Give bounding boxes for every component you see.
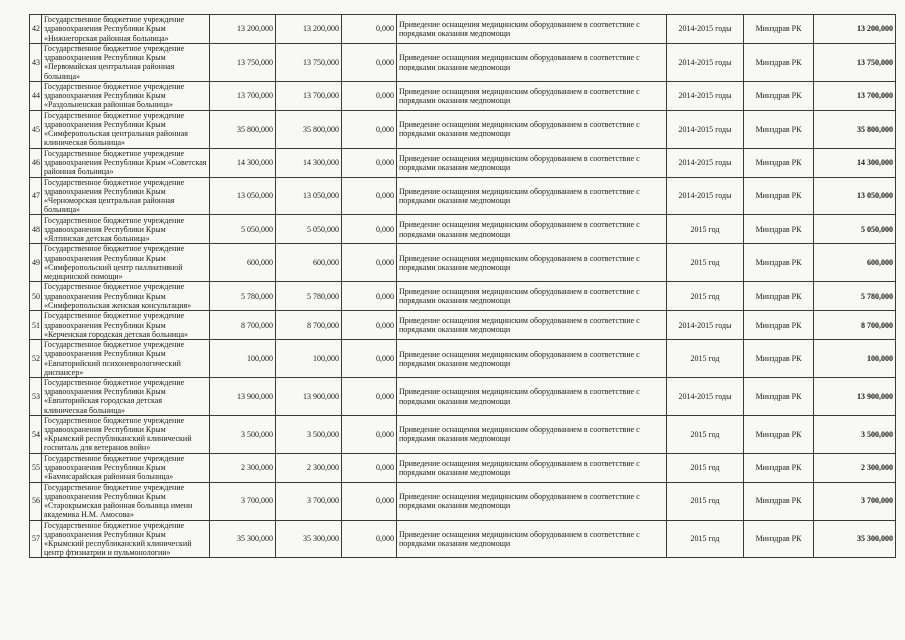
table-row: [30, 244, 896, 282]
amount-2015: 13 200,000: [276, 15, 342, 44]
institution-name: Государственное бюджетное учреждение здравоохранения Республики Крым «Черноморская центральная районная больница»: [42, 177, 210, 215]
purpose-text: [397, 311, 667, 340]
institution-name: Государственное бюджетное учреждение здравоохранения Республики Крым «Симферопольская центральная районная клиническая больница»: [42, 110, 210, 148]
table-row: [30, 177, 896, 215]
institution-name: Государственное бюджетное учреждение здравоохранения Республики Крым «Первомайская центральная районная больница»: [42, 44, 210, 82]
table-row: [30, 520, 896, 558]
amount-other: 0,000: [342, 110, 397, 148]
implementation-period: 2014-2015 годы: [667, 110, 744, 148]
purpose-text: [397, 177, 667, 215]
row-number: 54: [30, 415, 42, 453]
responsible-agency: Минздрав РК: [744, 340, 814, 378]
amount-summary: 14 300,000: [814, 148, 896, 177]
purpose-text-content: Приведение оснащения медицинским оборудованием в соответствие с порядками оказания медпомощи: [399, 120, 640, 139]
amount-2015: 14 300,000: [276, 148, 342, 177]
amount-summary: 13 750,000: [814, 44, 896, 82]
amount-total: 8 700,000: [210, 311, 276, 340]
row-number: 56: [30, 482, 42, 520]
institution-name: Государственное бюджетное учреждение здравоохранения Республики Крым «Бахчисарайская районная больница»: [42, 453, 210, 482]
table-row: [30, 482, 896, 520]
row-number: 51: [30, 311, 42, 340]
row-number: 48: [30, 215, 42, 244]
purpose-text: [397, 378, 667, 416]
implementation-period: 2015 год: [667, 244, 744, 282]
amount-summary: 13 200,000: [814, 15, 896, 44]
table-row: [30, 215, 896, 244]
institution-name: Государственное бюджетное учреждение здравоохранения Республики Крым «Советская районная больница»: [42, 148, 210, 177]
institution-name: Государственное бюджетное учреждение здравоохранения Республики Крым «Керченская городская детская больница»: [42, 311, 210, 340]
institution-name: Государственное бюджетное учреждение здравоохранения Республики Крым «Симферопольский центр паллиативной медицинской помощи»: [42, 244, 210, 282]
amount-2015: 100,000: [276, 340, 342, 378]
implementation-period: 2014-2015 годы: [667, 177, 744, 215]
purpose-text-content: Приведение оснащения медицинским оборудованием в соответствие с порядками оказания медпомощи: [399, 86, 640, 105]
row-number: 45: [30, 110, 42, 148]
amount-2015: 5 780,000: [276, 282, 342, 311]
responsible-agency: Минздрав РК: [744, 215, 814, 244]
amount-total: 100,000: [210, 340, 276, 378]
amount-2015: 3 700,000: [276, 482, 342, 520]
institution-name: Государственное бюджетное учреждение здравоохранения Республики Крым «Ялтинская детская больница»: [42, 215, 210, 244]
purpose-text-content: Приведение оснащения медицинским оборудованием в соответствие с порядками оказания медпомощи: [399, 20, 640, 38]
purpose-text-content: Приведение оснащения медицинским оборудованием в соответствие с порядками оказания медпомощи: [399, 492, 640, 511]
institution-name: Государственное бюджетное учреждение здравоохранения Республики Крым «Евпаторийский психоневрологический диспансер»: [42, 340, 210, 378]
purpose-text: [397, 520, 667, 558]
amount-2015: 35 300,000: [276, 520, 342, 558]
amount-other: 0,000: [342, 148, 397, 177]
row-number: 53: [30, 378, 42, 416]
responsible-agency: Минздрав РК: [744, 148, 814, 177]
amount-summary: 13 900,000: [814, 378, 896, 416]
purpose-text-content: Приведение оснащения медицинским оборудованием в соответствие с порядками оказания медпомощи: [399, 387, 640, 406]
responsible-agency: Минздрав РК: [744, 520, 814, 558]
institution-name: Государственное бюджетное учреждение здравоохранения Республики Крым «Раздольненская районная больница»: [42, 81, 210, 110]
amount-other: 0,000: [342, 415, 397, 453]
amount-2015: 600,000: [276, 244, 342, 282]
funding-table: [29, 14, 896, 558]
purpose-text: [397, 482, 667, 520]
responsible-agency: Минздрав РК: [744, 415, 814, 453]
amount-total: 35 300,000: [210, 520, 276, 558]
purpose-text-content: Приведение оснащения медицинским оборудованием в соответствие с порядками оказания медпомощи: [399, 349, 640, 368]
responsible-agency: Минздрав РК: [744, 177, 814, 215]
amount-summary: 5 780,000: [814, 282, 896, 311]
table-row: [30, 453, 896, 482]
responsible-agency: Минздрав РК: [744, 282, 814, 311]
purpose-text-content: Приведение оснащения медицинским оборудованием в соответствие с порядками оказания медпомощи: [399, 53, 640, 72]
responsible-agency: Минздрав РК: [744, 81, 814, 110]
purpose-text-content: Приведение оснащения медицинским оборудованием в соответствие с порядками оказания медпомощи: [399, 287, 640, 306]
purpose-text: [397, 282, 667, 311]
amount-total: 35 800,000: [210, 110, 276, 148]
amount-summary: 100,000: [814, 340, 896, 378]
row-number: 55: [30, 453, 42, 482]
purpose-text-content: Приведение оснащения медицинским оборудованием в соответствие с порядками оказания медпомощи: [399, 425, 640, 444]
purpose-text: [397, 244, 667, 282]
table-row: [30, 44, 896, 82]
amount-other: 0,000: [342, 311, 397, 340]
amount-summary: 5 050,000: [814, 215, 896, 244]
amount-2015: 13 900,000: [276, 378, 342, 416]
responsible-agency: Минздрав РК: [744, 378, 814, 416]
responsible-agency: Минздрав РК: [744, 44, 814, 82]
amount-other: 0,000: [342, 340, 397, 378]
amount-total: 13 900,000: [210, 378, 276, 416]
amount-other: 0,000: [342, 215, 397, 244]
institution-name: Государственное бюджетное учреждение здравоохранения Республики Крым «Симферопольская женская консультация»: [42, 282, 210, 311]
table-row: [30, 148, 896, 177]
amount-summary: 35 800,000: [814, 110, 896, 148]
amount-2015: 13 750,000: [276, 44, 342, 82]
row-number: 50: [30, 282, 42, 311]
responsible-agency: Минздрав РК: [744, 15, 814, 44]
responsible-agency: Минздрав РК: [744, 244, 814, 282]
purpose-text: [397, 453, 667, 482]
amount-2015: 13 700,000: [276, 81, 342, 110]
responsible-agency: Минздрав РК: [744, 482, 814, 520]
table-row: [30, 340, 896, 378]
amount-total: 2 300,000: [210, 453, 276, 482]
purpose-text: [397, 215, 667, 244]
implementation-period: 2014-2015 годы: [667, 15, 744, 44]
amount-summary: 13 700,000: [814, 81, 896, 110]
purpose-text: [397, 340, 667, 378]
amount-total: 3 700,000: [210, 482, 276, 520]
amount-other: 0,000: [342, 15, 397, 44]
amount-2015: 13 050,000: [276, 177, 342, 215]
amount-other: 0,000: [342, 482, 397, 520]
responsible-agency: Минздрав РК: [744, 311, 814, 340]
implementation-period: 2015 год: [667, 520, 744, 558]
purpose-text-content: Приведение оснащения медицинским оборудованием в соответствие с порядками оказания медпомощи: [399, 153, 640, 172]
institution-name: Государственное бюджетное учреждение здравоохранения Республики Крым «Нижнегорская районная больница»: [42, 15, 210, 44]
amount-summary: 3 500,000: [814, 415, 896, 453]
amount-total: 600,000: [210, 244, 276, 282]
row-number: 43: [30, 44, 42, 82]
purpose-text: [397, 44, 667, 82]
purpose-text: [397, 110, 667, 148]
implementation-period: 2015 год: [667, 340, 744, 378]
amount-total: 5 050,000: [210, 215, 276, 244]
row-number: 42: [30, 15, 42, 44]
purpose-text-content: Приведение оснащения медицинским оборудованием в соответствие с порядками оказания медпомощи: [399, 220, 640, 239]
amount-2015: 2 300,000: [276, 453, 342, 482]
amount-other: 0,000: [342, 177, 397, 215]
purpose-text-content: Приведение оснащения медицинским оборудованием в соответствие с порядками оказания медпомощи: [399, 316, 640, 335]
table-row: [30, 415, 896, 453]
implementation-period: 2015 год: [667, 215, 744, 244]
table-row: [30, 378, 896, 416]
row-number: 46: [30, 148, 42, 177]
amount-total: 13 050,000: [210, 177, 276, 215]
purpose-text-content: Приведение оснащения медицинским оборудованием в соответствие с порядками оказания медпомощи: [399, 187, 640, 206]
amount-summary: 35 300,000: [814, 520, 896, 558]
purpose-text-content: Приведение оснащения медицинским оборудованием в соответствие с порядками оказания медпомощи: [399, 253, 640, 272]
row-number: 57: [30, 520, 42, 558]
purpose-text: [397, 415, 667, 453]
purpose-text: [397, 81, 667, 110]
amount-other: 0,000: [342, 81, 397, 110]
implementation-period: 2015 год: [667, 482, 744, 520]
implementation-period: 2014-2015 годы: [667, 311, 744, 340]
institution-name: Государственное бюджетное учреждение здравоохранения Республики Крым «Крымский республиканский клинический госпиталь для ветеранов войн»: [42, 415, 210, 453]
amount-summary: 2 300,000: [814, 453, 896, 482]
purpose-text: [397, 15, 667, 44]
amount-summary: 600,000: [814, 244, 896, 282]
implementation-period: 2014-2015 годы: [667, 44, 744, 82]
table-row: [30, 81, 896, 110]
responsible-agency: Минздрав РК: [744, 110, 814, 148]
table-body: [30, 15, 896, 558]
table-row: [30, 110, 896, 148]
amount-summary: 3 700,000: [814, 482, 896, 520]
amount-2015: 5 050,000: [276, 215, 342, 244]
purpose-text-content: Приведение оснащения медицинским оборудованием в соответствие с порядками оказания медпомощи: [399, 529, 640, 548]
institution-name: Государственное бюджетное учреждение здравоохранения Республики Крым «Евпаторийская городская детская клиническая больница»: [42, 378, 210, 416]
implementation-period: 2014-2015 годы: [667, 81, 744, 110]
amount-other: 0,000: [342, 520, 397, 558]
implementation-period: 2015 год: [667, 282, 744, 311]
table-row: [30, 282, 896, 311]
implementation-period: 2015 год: [667, 415, 744, 453]
amount-summary: 8 700,000: [814, 311, 896, 340]
amount-other: 0,000: [342, 244, 397, 282]
table-row: [30, 15, 896, 44]
implementation-period: 2014-2015 годы: [667, 148, 744, 177]
institution-name: Государственное бюджетное учреждение здравоохранения Республики Крым «Старокрымская районная больница имени академика Н.М. Амосова»: [42, 482, 210, 520]
institution-name: Государственное бюджетное учреждение здравоохранения Республики Крым «Крымский республиканский клинический центр фтизиатрии и пульмонологии»: [42, 520, 210, 558]
implementation-period: 2015 год: [667, 453, 744, 482]
purpose-text: [397, 148, 667, 177]
row-number: 49: [30, 244, 42, 282]
row-number: 44: [30, 81, 42, 110]
amount-other: 0,000: [342, 44, 397, 82]
amount-2015: 35 800,000: [276, 110, 342, 148]
row-number: 52: [30, 340, 42, 378]
amount-2015: 3 500,000: [276, 415, 342, 453]
amount-total: 14 300,000: [210, 148, 276, 177]
amount-total: 13 750,000: [210, 44, 276, 82]
implementation-period: 2014-2015 годы: [667, 378, 744, 416]
amount-total: 13 200,000: [210, 15, 276, 44]
amount-2015: 8 700,000: [276, 311, 342, 340]
amount-total: 3 500,000: [210, 415, 276, 453]
row-number: 47: [30, 177, 42, 215]
amount-summary: 13 050,000: [814, 177, 896, 215]
amount-other: 0,000: [342, 378, 397, 416]
responsible-agency: Минздрав РК: [744, 453, 814, 482]
purpose-text-content: Приведение оснащения медицинским оборудованием в соответствие с порядками оказания медпомощи: [399, 458, 640, 477]
table-row: [30, 311, 896, 340]
amount-other: 0,000: [342, 282, 397, 311]
amount-other: 0,000: [342, 453, 397, 482]
amount-total: 13 700,000: [210, 81, 276, 110]
amount-total: 5 780,000: [210, 282, 276, 311]
